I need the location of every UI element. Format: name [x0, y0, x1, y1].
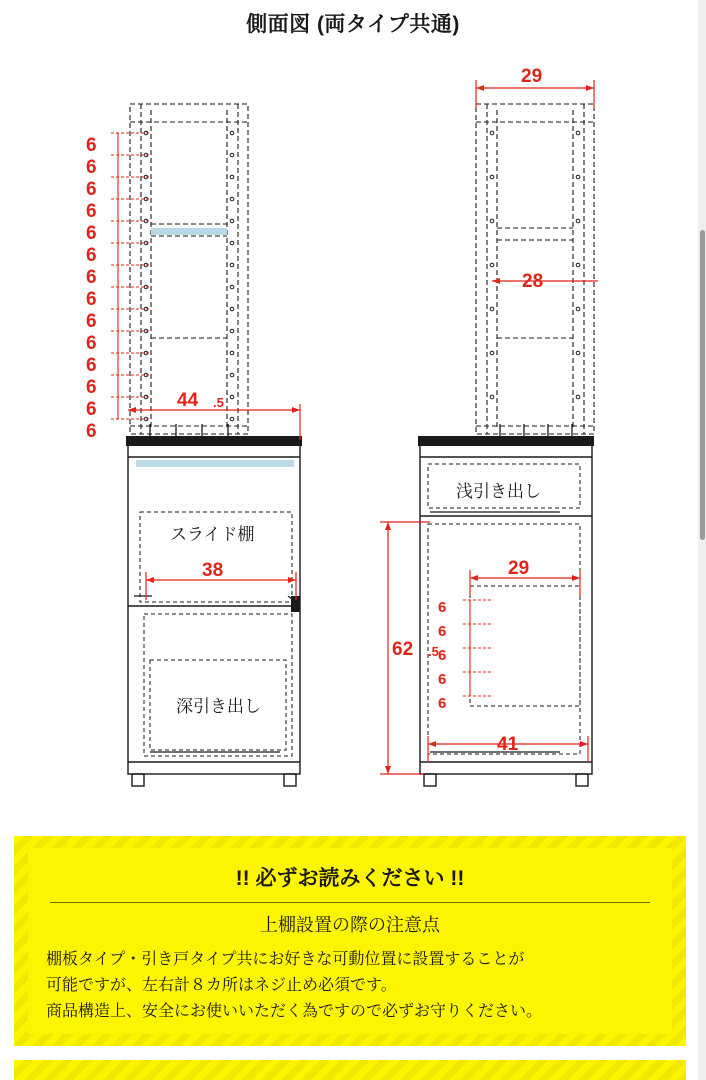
pitch-label: 6	[86, 179, 97, 200]
pitch-label: 6	[86, 377, 97, 398]
pitch-label: 6	[86, 421, 97, 442]
slide-shelf-dimension-label: 38	[202, 560, 224, 581]
left-width-label-sub: .5	[213, 395, 224, 410]
scrollbar-track[interactable]	[698, 0, 706, 1080]
left-width-label: 44	[177, 390, 199, 411]
pitch-label: 6	[86, 135, 97, 156]
pitch-label: 6	[86, 245, 97, 266]
right-upper-height-dimension	[492, 278, 598, 284]
pitch-label: 6	[86, 311, 97, 332]
left-pitch-dimension-labels	[86, 135, 97, 442]
pitch-label: 6	[86, 267, 97, 288]
page-title: 側面図 (両タイプ共通)	[246, 13, 460, 36]
deep-drawer-label: 深引き出し	[176, 697, 261, 716]
pitch-label: 6	[86, 333, 97, 354]
right-drawer-pitch-dimensions	[463, 600, 492, 696]
pitch-label: 6	[86, 157, 97, 178]
right-drawer-pitch-labels	[438, 599, 446, 712]
notice-box-next	[14, 1060, 686, 1080]
notice-heading: !! 必ずお読みください !!	[235, 867, 465, 890]
pitch-label: 6	[438, 599, 447, 616]
shallow-drawer-label: 浅引き出し	[456, 482, 541, 501]
notice-subheading: 上棚設置の際の注意点	[260, 915, 440, 935]
notice-line: 可能ですが、左右計８カ所はネジ止め必須です。	[46, 976, 397, 994]
pitch-label: 6	[86, 399, 97, 420]
slide-shelf-label: スライド棚	[170, 525, 255, 544]
notice-divider	[50, 902, 650, 903]
right-top-width-label: 29	[521, 66, 543, 87]
notice-box	[14, 836, 686, 1046]
pitch-label: 6	[86, 223, 97, 244]
scrollbar-thumb[interactable]	[700, 230, 705, 540]
right-total-height-label-sub: .5	[428, 644, 439, 659]
left-elevation	[126, 104, 302, 786]
notice-content	[28, 848, 672, 1034]
pitch-label: 6	[86, 289, 97, 310]
right-base-width-label: 41	[497, 734, 519, 755]
pitch-label: 6	[86, 201, 97, 222]
right-total-height-label: 62	[392, 639, 414, 660]
right-drawer-width-label: 29	[508, 558, 530, 579]
pitch-label: 6	[438, 623, 447, 640]
notice-line: 商品構造上、安全にお使いいただく為ですので必ずお守りください。	[46, 1002, 543, 1020]
pitch-label: 6	[438, 695, 447, 712]
pitch-label: 6	[438, 647, 447, 664]
pitch-label: 6	[86, 355, 97, 376]
right-upper-height-label: 28	[522, 271, 544, 292]
notice-line: 棚板タイプ・引き戸タイプ共にお好きな可動位置に設置することが	[46, 951, 525, 968]
pitch-label: 6	[438, 671, 447, 688]
